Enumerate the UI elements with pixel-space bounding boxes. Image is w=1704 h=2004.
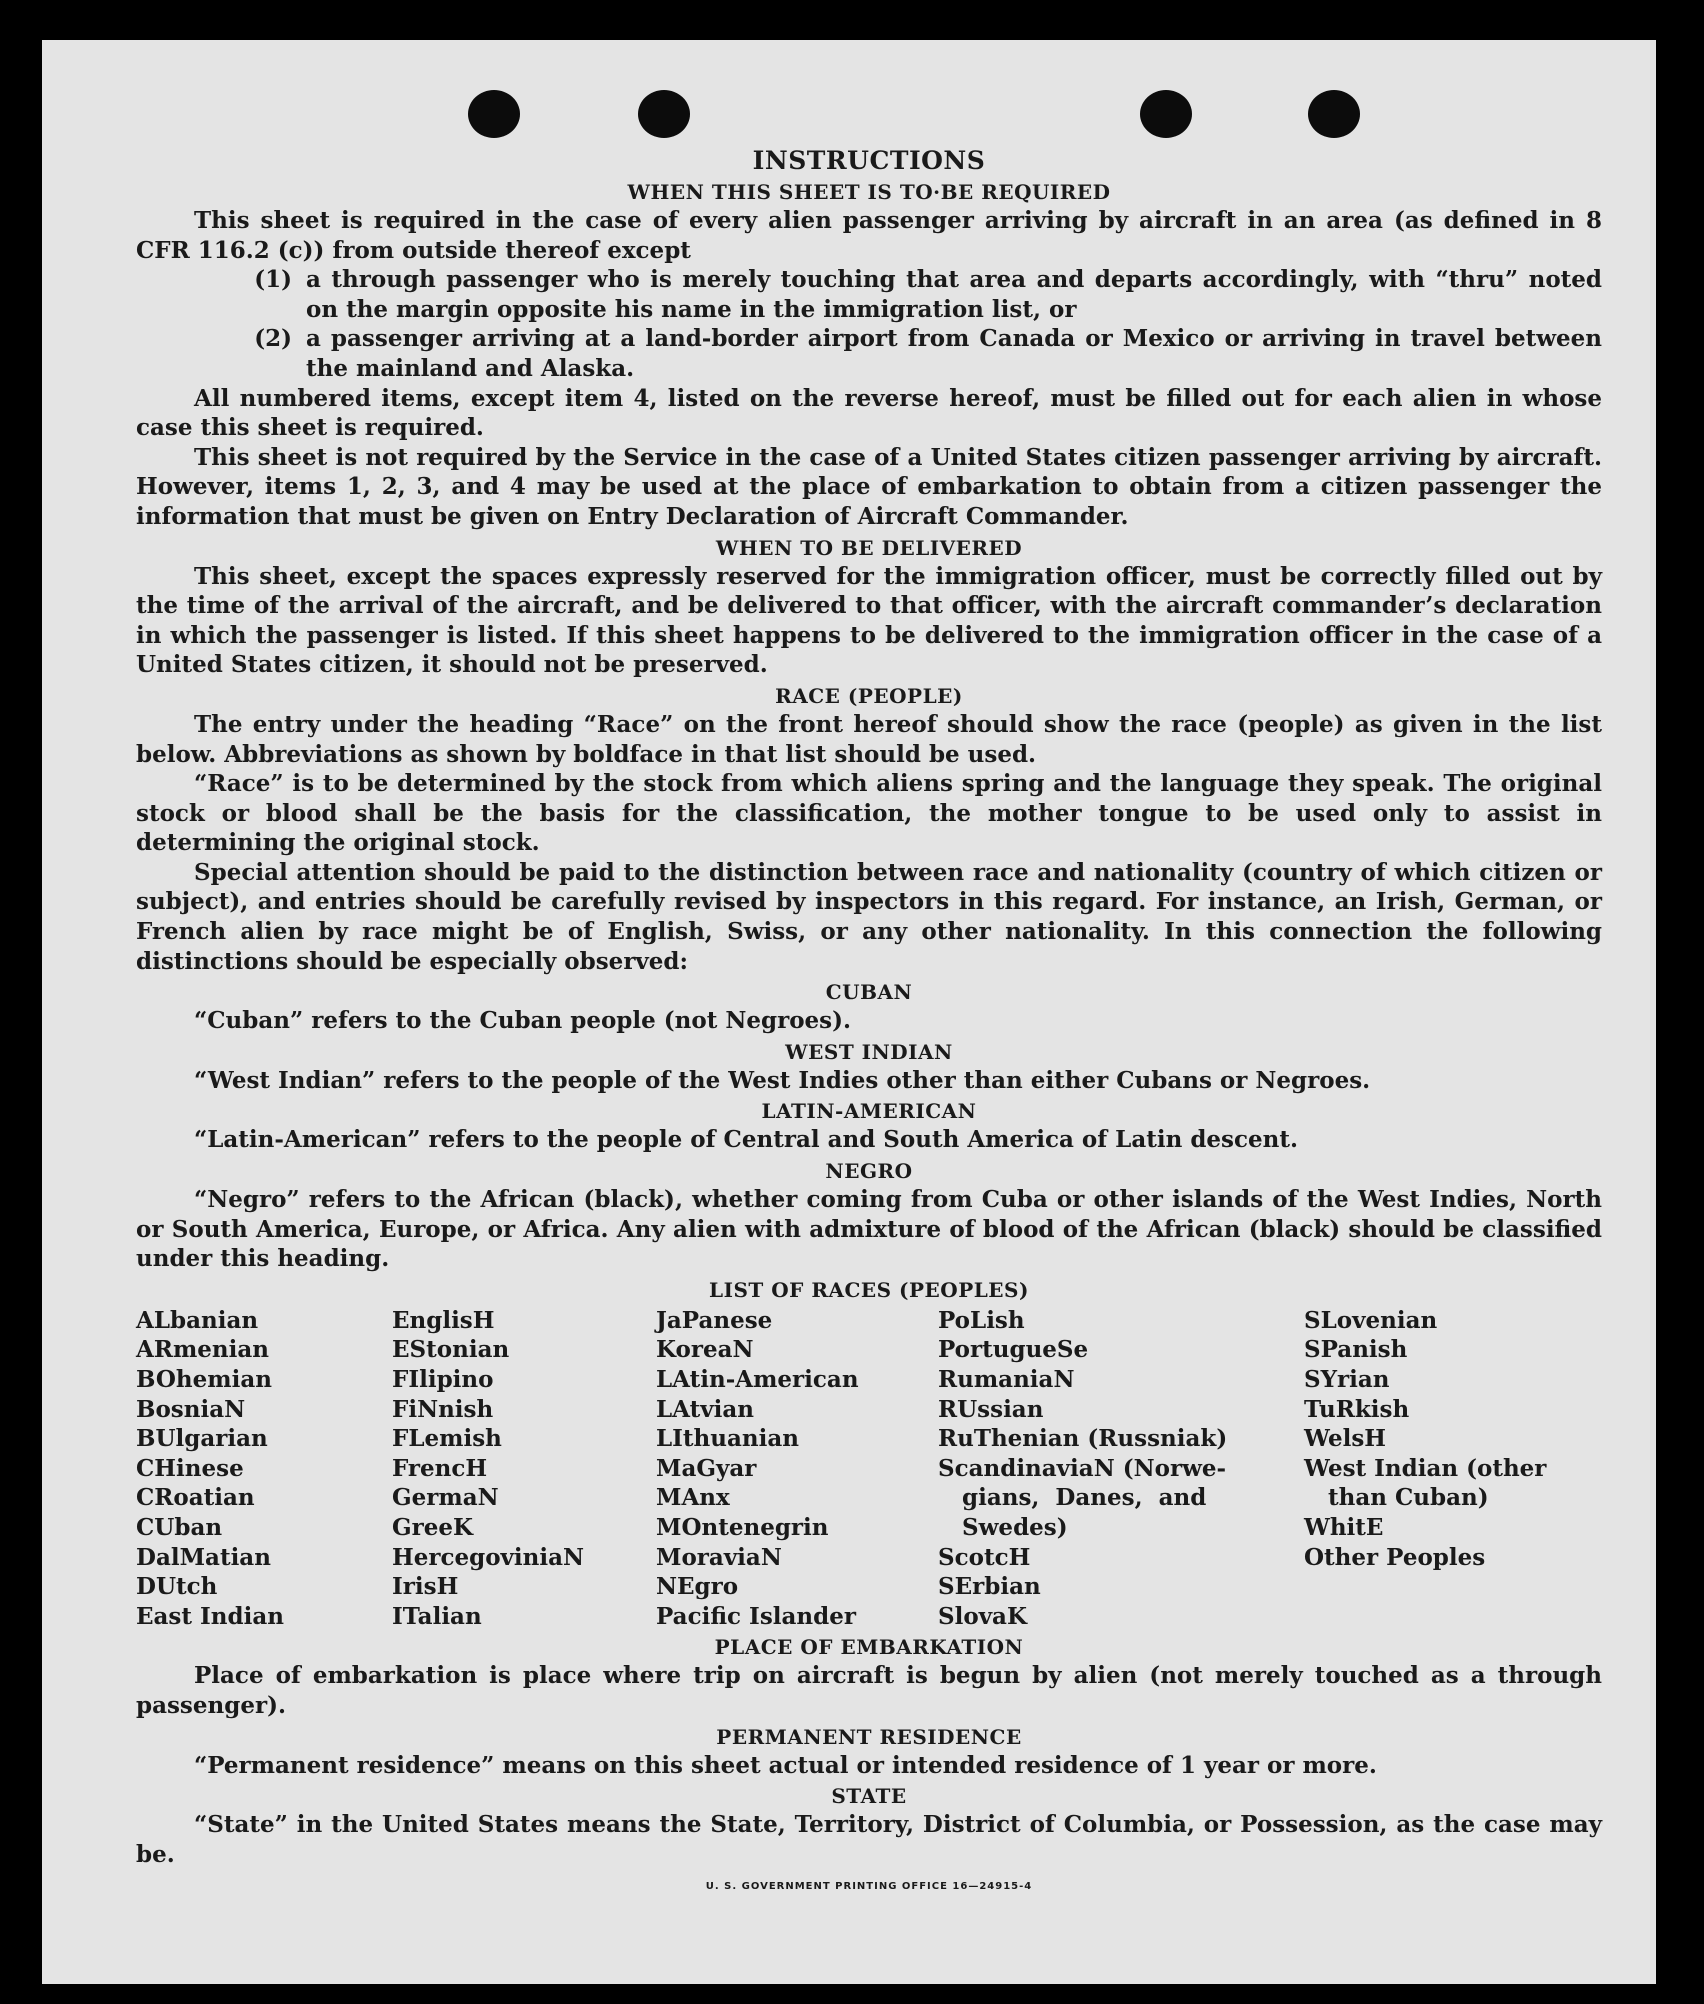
race-entry: FLemish (392, 1425, 502, 1453)
race-entry: EnglisH (392, 1306, 495, 1334)
race-entry: LAtin-American (656, 1366, 859, 1393)
race-entry: BosniaN (136, 1395, 246, 1423)
race-entry: ScandinaviaN (Norwe- (938, 1454, 1227, 1482)
race-entry: CUban (136, 1513, 223, 1541)
paragraph: “Race” is to be determined by the stock from which aliens spring and the language they speak. The original stock or blood shall be the basis for the classification, the mother tongue to be used only to assist in determining the original stock. (136, 770, 1602, 857)
punch-hole (468, 90, 520, 138)
race-entry: RumaniaN (938, 1366, 1075, 1393)
section-heading: PERMANENT RESIDENCE (716, 1724, 1022, 1749)
paragraph: The entry under the heading “Race” on the front hereof should show the race (people) as given in the list below. Abbreviations as shown by boldface in that list should be used. (136, 710, 1602, 768)
race-entry: MoraviaN (656, 1543, 782, 1571)
section-heading: STATE (831, 1784, 907, 1809)
race-entry: RuThenian (Russniak) (938, 1425, 1228, 1453)
race-entry: PortugueSe (938, 1336, 1089, 1364)
paragraph: Special attention should be paid to the distinction between race and nationality (country of which citizen or subject), and entries should be carefully revised by inspectors in this regard. For instance, an Irish, German, or French alien by race might be of English, Swiss, or any other nationality. In this connection the following distinctions should be especially observed: (136, 858, 1602, 975)
race-entry: HercegoviniaN (392, 1543, 585, 1571)
race-entry: SErbian (938, 1573, 1041, 1601)
section-heading: WEST INDIAN (785, 1039, 953, 1064)
race-entry: CRoatian (136, 1484, 255, 1512)
race-entry: PoLish (938, 1306, 1025, 1334)
race-entry: West Indian (other (1304, 1454, 1547, 1482)
printing-office-footer: U. S. GOVERNMENT PRINTING OFFICE 16—24915-4 (705, 1881, 1033, 1893)
race-entry: SlovaK (938, 1602, 1027, 1630)
list-item (136, 324, 1602, 383)
punch-hole (1308, 90, 1360, 138)
race-list (136, 1306, 1602, 1632)
race-entry: Other Peoples (1304, 1543, 1486, 1571)
paragraph: “Permanent residence” means on this sheet actual or intended residence of 1 year or more. (194, 1751, 1377, 1779)
list-item (136, 265, 1602, 324)
race-entry: gians, Danes, and (938, 1484, 1207, 1512)
race-column (938, 1306, 1304, 1632)
race-entry: CHinese (136, 1454, 244, 1482)
paragraph: “West Indian” refers to the people of the West Indies other than either Cubans or Negroes. (194, 1066, 1371, 1094)
page-title: INSTRUCTIONS (752, 146, 986, 175)
race-entry: SPanish (1304, 1336, 1408, 1364)
race-entry: SLovenian (1304, 1306, 1438, 1334)
race-entry: WelsH (1304, 1425, 1387, 1453)
race-entry: MaGyar (656, 1454, 757, 1482)
section-heading: NEGRO (825, 1159, 913, 1184)
race-entry: MAnx (656, 1484, 730, 1512)
punch-hole (1140, 90, 1192, 138)
paragraph: “State” in the United States means the State, Territory, District of Columbia, or Possession, as the case may be. (136, 1811, 1602, 1868)
item-text: a passenger arriving at a land-border airport from Canada or Mexico or arriving in travel between the mainland and Alaska. (306, 325, 1602, 382)
instructions-content (136, 146, 1602, 1892)
race-entry: MOntenegrin (656, 1513, 829, 1541)
race-entry: KoreaN (656, 1336, 754, 1364)
race-entry: LAtvian (656, 1395, 754, 1423)
race-entry: GreeK (392, 1513, 474, 1541)
paragraph: Place of embarkation is place where trip on aircraft is begun by alien (not merely touched as a through passenger). (136, 1662, 1602, 1719)
section-heading: LIST OF RACES (PEOPLES) (709, 1277, 1029, 1302)
race-column (1304, 1306, 1602, 1632)
race-column (136, 1306, 392, 1632)
item-number: (2) (254, 325, 292, 353)
section-heading: RACE (PEOPLE) (775, 683, 963, 708)
item-number: (1) (254, 266, 292, 294)
race-entry: RUssian (938, 1395, 1044, 1423)
paragraph: “Latin-American” refers to the people of Central and South America of Latin descent. (194, 1126, 1298, 1154)
race-entry: NEgro (656, 1573, 739, 1601)
race-entry: than Cuban) (1304, 1484, 1489, 1512)
race-entry: ARmenian (136, 1336, 270, 1364)
race-entry: DalMatian (136, 1543, 271, 1571)
race-column (392, 1306, 656, 1632)
section-heading: WHEN THIS SHEET IS TO·BE REQUIRED (627, 180, 1111, 204)
section-heading: WHEN TO BE DELIVERED (715, 535, 1023, 560)
race-column (656, 1306, 938, 1632)
race-entry: WhitE (1304, 1513, 1384, 1541)
race-entry: FrencH (392, 1454, 488, 1482)
document-sheet (42, 40, 1656, 1984)
race-entry: JaPanese (656, 1306, 773, 1334)
paragraph: This sheet is required in the case of every alien passenger arriving by aircraft in an area (as defined in 8 CFR 116.2 (c)) from outside thereof except (136, 207, 1602, 264)
paragraph: This sheet, except the spaces expressly reserved for the immigration officer, must be correctly filled out by the time of the arrival of the aircraft, and be delivered to that officer, with the aircraft commander’s declaration in which the passenger is listed. If this sheet happens to be delivered to the immigration officer in the case of a United States citizen, it should not be preserved. (136, 562, 1602, 679)
paragraph: “Negro” refers to the African (black), whether coming from Cuba or other islands of the West Indies, North or South America, Europe, or Africa. Any alien with admixture of blood of the African (black) should be classified under this heading. (136, 1186, 1602, 1273)
item-text: a through passenger who is merely touching that area and departs accordingly, with “thru” noted on the margin opposite his name in the immigration list, or (306, 266, 1602, 323)
race-entry: ALbanian (136, 1306, 259, 1334)
race-entry: GermaN (392, 1484, 499, 1512)
section-heading: PLACE OF EMBARKATION (714, 1635, 1024, 1660)
race-entry: FIlipino (392, 1366, 494, 1393)
race-entry: TuRkish (1304, 1395, 1410, 1423)
race-entry: BUlgarian (136, 1425, 268, 1453)
race-entry: ITalian (392, 1602, 482, 1630)
race-entry: IrisH (392, 1573, 459, 1601)
section-heading: LATIN-AMERICAN (761, 1099, 977, 1124)
race-entry: BOhemian (136, 1366, 272, 1393)
race-entry: SYrian (1304, 1366, 1390, 1393)
paragraph: “Cuban” refers to the Cuban people (not Negroes). (194, 1007, 852, 1035)
race-entry: FiNnish (392, 1395, 494, 1423)
race-entry: East Indian (136, 1602, 284, 1630)
race-entry: EStonian (392, 1336, 510, 1364)
race-entry: LIthuanian (656, 1425, 799, 1453)
race-entry: Swedes) (938, 1513, 1068, 1541)
section-heading: CUBAN (825, 980, 913, 1005)
punch-hole (638, 90, 690, 138)
race-entry: ScotcH (938, 1543, 1031, 1571)
race-entry: Pacific Islander (656, 1602, 856, 1630)
paragraph: This sheet is not required by the Service in the case of a United States citizen passenger arriving by aircraft. However, items 1, 2, 3, and 4 may be used at the place of embarkation to obtain from a citizen passenger the information that must be given on Entry Declaration of Aircraft Commander. (136, 443, 1602, 530)
race-entry: DUtch (136, 1573, 218, 1601)
paragraph: All numbered items, except item 4, listed on the reverse hereof, must be filled out for each alien in whose case this sheet is required. (136, 384, 1602, 442)
